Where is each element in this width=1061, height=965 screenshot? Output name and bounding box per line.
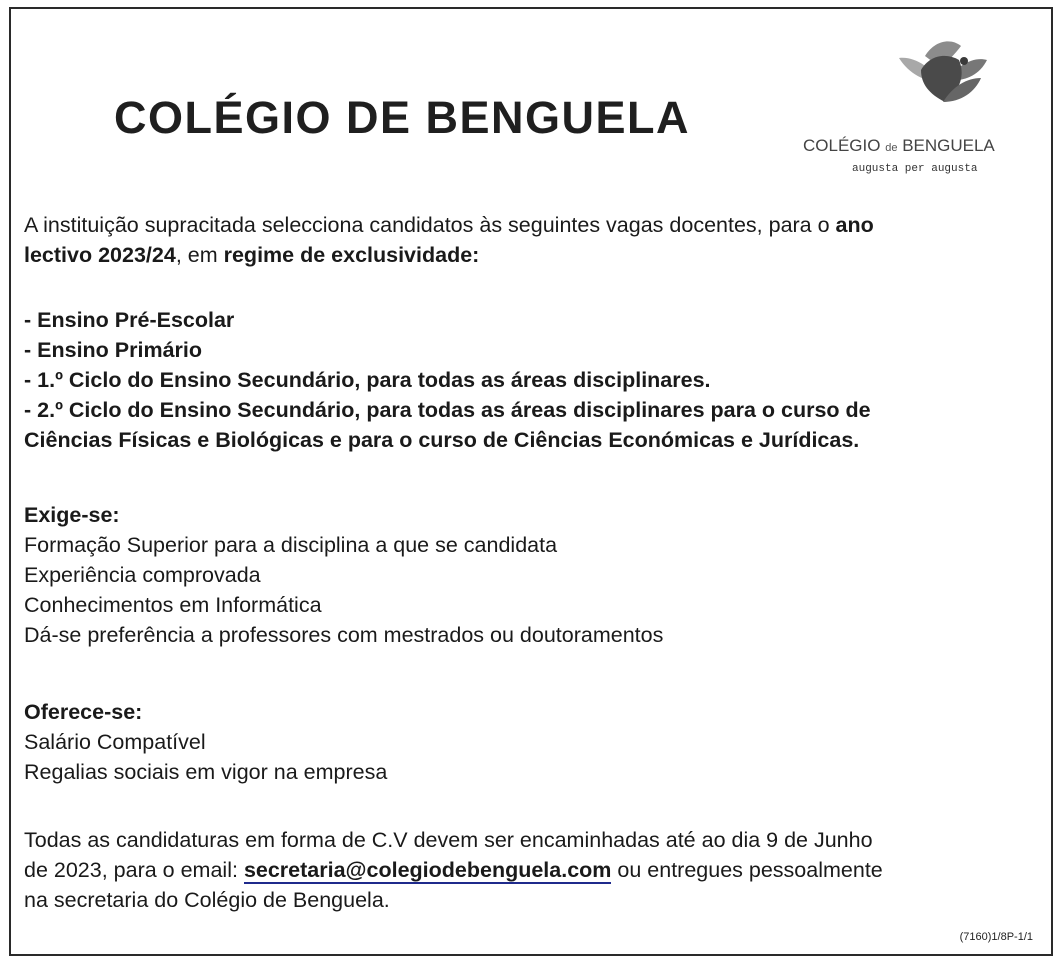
logo-name bbox=[803, 136, 995, 156]
intro-line-1-bold: ano bbox=[835, 213, 874, 237]
position-item: Ciências Físicas e Biológicas e para o curso de Ciências Económicas e Jurídicas. bbox=[24, 428, 860, 452]
logo-name-suffix: BENGUELA bbox=[902, 136, 995, 155]
intro-regime: regime de exclusividade: bbox=[223, 243, 480, 267]
email-link[interactable]: secretaria@colegiodebenguela.com bbox=[243, 858, 612, 882]
offer-item: Regalias sociais em vigor na empresa bbox=[24, 760, 388, 784]
closing-line-2 bbox=[24, 855, 1043, 885]
closing-paragraph bbox=[24, 825, 1043, 915]
page-title: COLÉGIO DE BENGUELA bbox=[114, 92, 691, 143]
closing-line-2-suffix: ou entregues pessoalmente bbox=[611, 858, 883, 882]
position-item: - Ensino Primário bbox=[24, 338, 203, 362]
position-item: - 2.º Ciclo do Ensino Secundário, para todas as áreas disciplinares para o curso de bbox=[24, 398, 871, 422]
closing-line-2-prefix: de 2023, para o email: bbox=[24, 858, 244, 882]
intro-line-2 bbox=[24, 240, 1043, 270]
requirement-item: Experiência comprovada bbox=[24, 563, 261, 587]
closing-line-3: na secretaria do Colégio de Benguela. bbox=[24, 888, 390, 912]
intro-paragraph bbox=[24, 210, 1043, 270]
intro-school-year: lectivo 2023/24 bbox=[24, 243, 176, 267]
offer-heading: Oferece-se: bbox=[24, 700, 143, 724]
requirement-item: Formação Superior para a disciplina a que se candidata bbox=[24, 533, 558, 557]
intro-line-1 bbox=[24, 210, 1043, 240]
offer-item: Salário Compatível bbox=[24, 730, 206, 754]
logo-name-small: de bbox=[885, 142, 898, 154]
requirements-heading: Exige-se: bbox=[24, 503, 120, 527]
logo-motto: augusta per augusta bbox=[852, 163, 978, 175]
reference-code: (7160)1/8P-1/1 bbox=[959, 931, 1033, 943]
positions-list bbox=[24, 305, 1043, 455]
intro-line-2-text: , em bbox=[175, 243, 224, 267]
offer-section bbox=[24, 697, 1043, 787]
position-item: - 1.º Ciclo do Ensino Secundário, para todas as áreas disciplinares. bbox=[24, 368, 711, 392]
logo-bud bbox=[960, 57, 968, 65]
lotus-logo-icon bbox=[895, 38, 991, 108]
logo-name-prefix: COLÉGIO bbox=[803, 136, 881, 155]
requirement-item: Dá-se preferência a professores com mestrados ou doutoramentos bbox=[24, 623, 664, 647]
position-item: - Ensino Pré-Escolar bbox=[24, 308, 235, 332]
requirement-item: Conhecimentos em Informática bbox=[24, 593, 322, 617]
requirements-section bbox=[24, 500, 1043, 650]
intro-line-1-text: A instituição supracitada selecciona candidatos às seguintes vagas docentes, para o bbox=[24, 213, 836, 237]
closing-line-1: Todas as candidaturas em forma de C.V devem ser encaminhadas até ao dia 9 de Junho bbox=[24, 828, 873, 852]
